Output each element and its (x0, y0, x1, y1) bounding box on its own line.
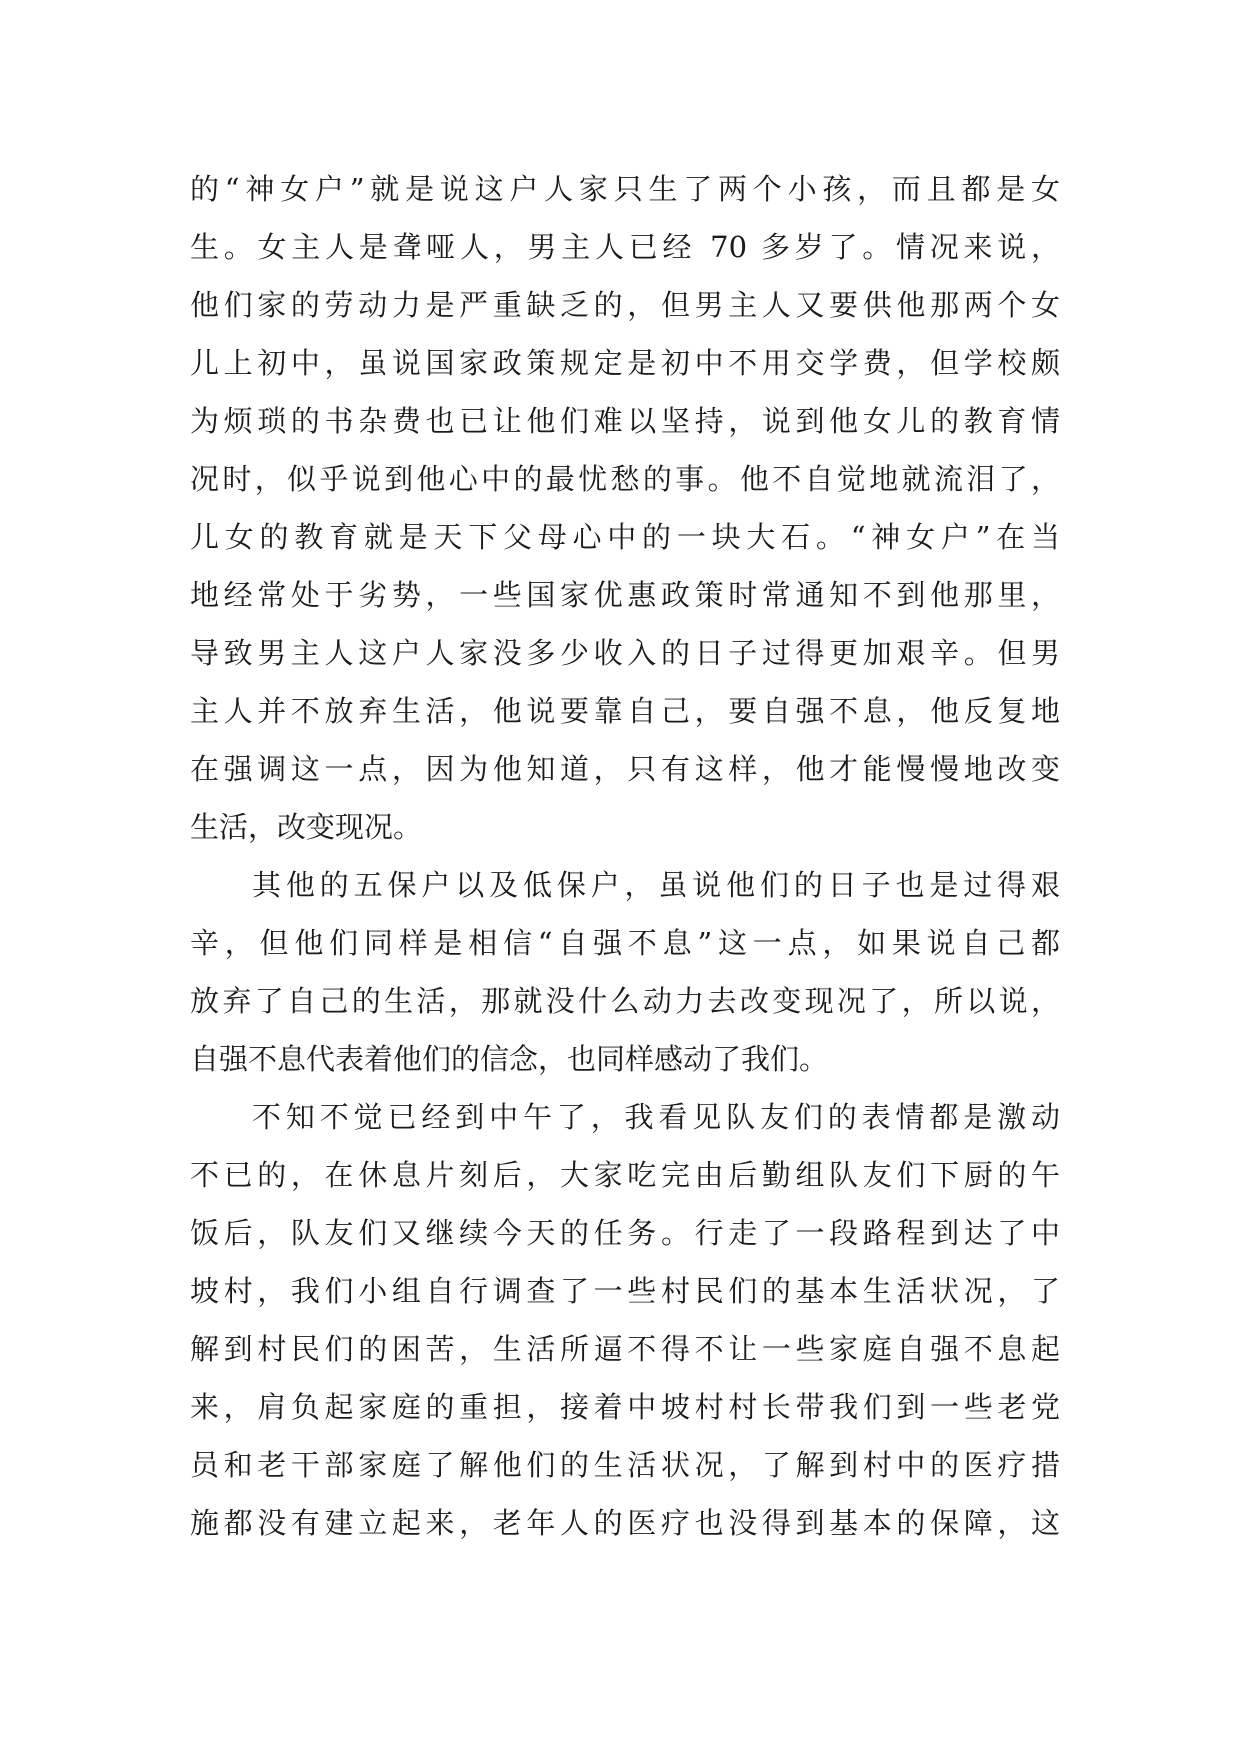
text-line: 在强调这一点，因为他知道，只有这样，他才能慢慢地改变 (190, 752, 1060, 786)
text-line: 导致男主人这户人家没多少收入的日子过得更加艰辛。但男 (190, 636, 1060, 670)
text-line: 况时，似乎说到他心中的最忧愁的事。他不自觉地就流泪了， (190, 462, 1060, 496)
paragraph-2 (190, 856, 1060, 1088)
text-line: 不已的，在休息片刻后，大家吃完由后勤组队友们下厨的午 (190, 1158, 1060, 1192)
text-line: 坡村，我们小组自行调查了一些村民们的基本生活状况，了 (190, 1274, 1060, 1308)
text-line: 生活，改变现况。 (190, 810, 423, 844)
text-line: 主人并不放弃生活，他说要靠自己，要自强不息，他反复地 (190, 694, 1060, 728)
text-line: 儿上初中，虽说国家政策规定是初中不用交学费，但学校颇 (190, 346, 1060, 380)
text-line: 来，肩负起家庭的重担，接着中坡村村长带我们到一些老党 (190, 1390, 1060, 1424)
text-line: 生。女主人是聋哑人，男主人已经 70 多岁了。情况来说， (190, 230, 1060, 264)
text-line: 施都没有建立起来，老年人的医疗也没得到基本的保障，这 (190, 1506, 1060, 1540)
text-line: 放弃了自己的生活，那就没什么动力去改变现况了，所以说， (190, 984, 1060, 1018)
text-line: 自强不息代表着他们的信念，也同样感动了我们。 (190, 1042, 829, 1076)
text-line: 其他的五保户以及低保户，虽说他们的日子也是过得艰 (252, 868, 1060, 902)
text-line: 员和老干部家庭了解他们的生活状况，了解到村中的医疗措 (190, 1448, 1060, 1482)
paragraph-1 (190, 160, 1060, 856)
body-text (190, 160, 1060, 1552)
text-line: 饭后，队友们又继续今天的任务。行走了一段路程到达了中 (190, 1216, 1060, 1250)
text-line: 为烦琐的书杂费也已让他们难以坚持，说到他女儿的教育情 (190, 404, 1060, 438)
text-line: 儿女的教育就是天下父母心中的一块大石。“神女户”在当 (190, 520, 1060, 554)
paragraph-3 (190, 1088, 1060, 1552)
text-line: 不知不觉已经到中午了，我看见队友们的表情都是激动 (252, 1100, 1060, 1134)
text-line: 解到村民们的困苦，生活所逼不得不让一些家庭自强不息起 (190, 1332, 1060, 1366)
text-line: 的“神女户”就是说这户人家只生了两个小孩，而且都是女 (190, 172, 1060, 206)
text-line: 辛，但他们同样是相信“自强不息”这一点，如果说自己都 (190, 926, 1060, 960)
text-line: 他们家的劳动力是严重缺乏的，但男主人又要供他那两个女 (190, 288, 1060, 322)
text-line: 地经常处于劣势，一些国家优惠政策时常通知不到他那里， (190, 578, 1060, 612)
